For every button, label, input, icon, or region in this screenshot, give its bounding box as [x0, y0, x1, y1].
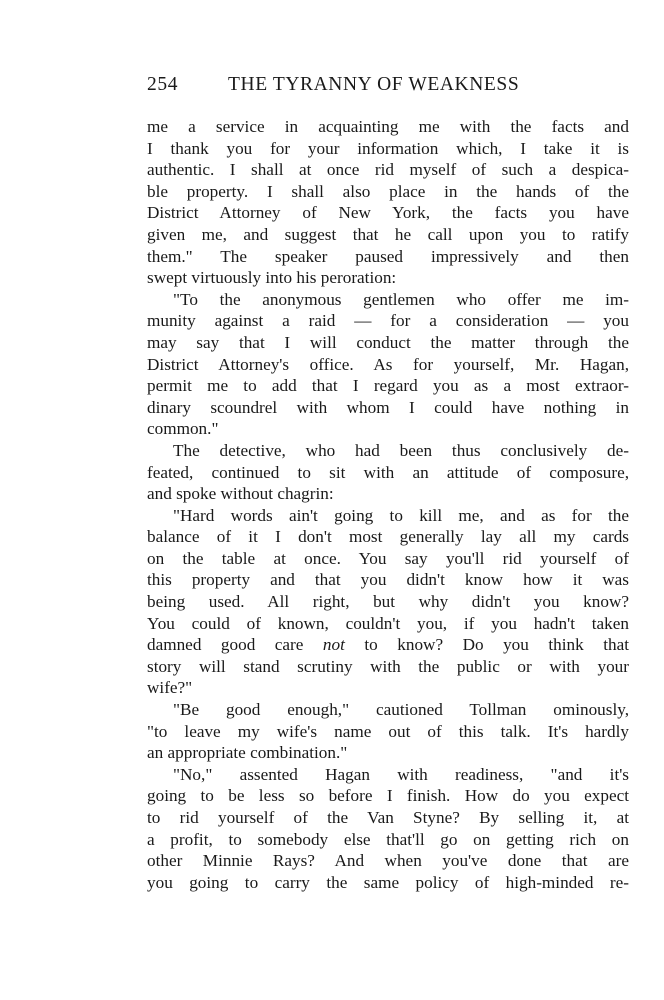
text-line: District Attorney of New York, the facts you have [147, 203, 629, 223]
text-line: "To the anonymous gentlemen who offer me im- [173, 289, 629, 309]
text-line: "No," assented Hagan with readiness, "and it's [173, 764, 629, 784]
text-line: on the table at once. You say you'll rid yourself of [147, 548, 629, 568]
text-line: this property and that you didn't know how it was [147, 570, 629, 590]
text-line: District Attorney's office. As for yourself, Mr. Hagan, [147, 354, 629, 374]
text-line: them." The speaker paused impressively and then [147, 246, 629, 266]
text-line: me a service in acquainting me with the facts and [147, 117, 629, 136]
text-line: being used. All right, but why didn't you know? [147, 592, 629, 612]
text-line: to rid yourself of the Van Styne? By selling it, at [147, 808, 629, 827]
page-number: 254 [147, 74, 179, 95]
running-title: THE TYRANNY OF WEAKNESS [228, 74, 520, 95]
text-line: authentic. I shall at once rid myself of such a despica- [147, 160, 629, 180]
text-line: and spoke without chagrin: [147, 484, 334, 504]
text-line: other Minnie Rays? And when you've done that are [147, 851, 629, 871]
text-line: balance of it I don't most generally lay all my cards [147, 527, 629, 547]
text-line: common." [147, 419, 219, 439]
emphasis-word: not [322, 635, 345, 655]
running-head [147, 74, 565, 102]
text-line: an appropriate combination." [147, 743, 348, 763]
text-line: you going to carry the same policy of high-minded re- [147, 872, 629, 892]
body-text [147, 116, 629, 893]
text-line: given me, and suggest that he call upon you to ratify [147, 224, 629, 244]
text-line: You could of known, couldn't you, if you hadn't taken [147, 613, 629, 633]
text-line: munity against a raid — for a consideration — you [147, 311, 629, 331]
text-line: story will stand scrutiny with the public or with your [147, 656, 629, 676]
text-line: dinary scoundrel with whom I could have nothing in [147, 397, 629, 417]
text-line: feated, continued to sit with an attitude of composure, [147, 462, 629, 482]
text-line: damned good care not to know? Do you think that [147, 635, 629, 655]
text-line: permit me to add that I regard you as a most extraor- [147, 376, 629, 396]
text-line: a profit, to somebody else that'll go on getting rich on [147, 829, 629, 849]
text-line: The detective, who had been thus conclusively de- [173, 440, 629, 460]
text-line: may say that I will conduct the matter through the [147, 332, 629, 352]
text-line: I thank you for your information which, I take it is [147, 138, 629, 158]
text-line: wife?" [147, 678, 193, 698]
text-line: "Be good enough," cautioned Tollman ominously, [173, 700, 629, 720]
text-line: swept virtuously into his peroration: [147, 268, 397, 288]
text-line: going to be less so before I finish. How do you expect [147, 786, 629, 806]
text-line: "Hard words ain't going to kill me, and as for the [173, 505, 629, 525]
text-line: ble property. I shall also place in the hands of the [147, 181, 629, 201]
text-line: "to leave my wife's name out of this talk. It's hardly [147, 721, 629, 741]
